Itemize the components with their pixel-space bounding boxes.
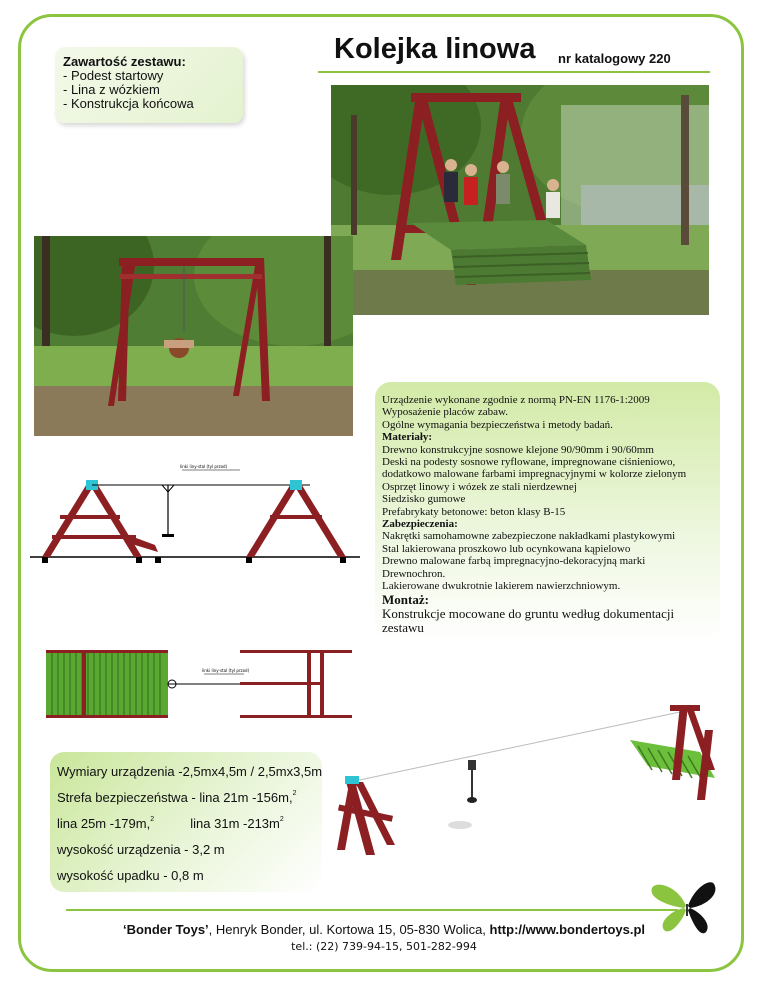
catalog-number: nr katalogowy 220: [558, 51, 671, 66]
assembly-heading: Montaż:: [382, 591, 429, 607]
materials-heading: Materiały:: [382, 431, 433, 444]
contents-item: - Lina z wózkiem: [63, 82, 160, 97]
footer-address: [0, 922, 768, 937]
material-line: Prefabrykaty betonowe: beton klasy B-15: [382, 505, 566, 518]
dimensions-line: Wymiary urządzenia -2,5mx4,5m / 2,5mx3,5m: [57, 764, 323, 779]
contents-heading: Zawartość zestawu:: [63, 54, 186, 69]
photo-start-platform: [331, 85, 709, 315]
website-link[interactable]: http://www.bondertoys.pl: [489, 922, 646, 937]
contents-item: - Konstrukcja końcowa: [63, 96, 194, 111]
contents-box: [55, 47, 243, 123]
spec-line: Urządzenie wykonane zgodnie z normą PN-EN 1176-1:2009: [382, 394, 650, 406]
cable-label: linki liny-stal (tyl przod): [180, 464, 228, 469]
superscript-2: 2: [292, 790, 297, 797]
material-line: Siedzisko gumowe: [382, 493, 466, 506]
material-line: Drewno konstrukcyjne sosnowe klejone 90/90mm i 90/60mm: [382, 443, 654, 456]
rope-25-text: lina 25m -179m: [57, 816, 147, 831]
3d-rendering: [330, 700, 740, 890]
footer-phone: tel.: (22) 739-94-15, 501-282-994: [291, 940, 477, 953]
superscript-2: 2: [279, 816, 284, 823]
dimensions-box: [50, 752, 322, 892]
page-title: Kolejka linowa: [334, 33, 536, 65]
plan-view-drawing: [44, 648, 356, 720]
security-line: Nakrętki samohamowne zabezpieczone nakładkami plastykowymi: [382, 530, 676, 543]
security-heading: Zabezpieczenia:: [382, 518, 458, 531]
photo-zipline-frame: [34, 236, 353, 436]
spec-line: Ogólne wymagania bezpieczeństwa i metody badań.: [382, 418, 613, 431]
rope-31-text: lina 31m -213m: [190, 816, 280, 831]
cable-label: linki liny-stal (tyl przod): [202, 668, 250, 673]
rope-length-line: lina 25m -179m,$^2$ lina 31m $-213m^2$: [57, 816, 284, 831]
security-line: Lakierowane dwukrotnie lakierem nawierzchniowym.: [382, 580, 621, 593]
superscript-2: 2: [150, 816, 155, 823]
security-line: Drewnochron.: [382, 567, 446, 580]
material-line: Osprzęt linowy i wózek ze stali nierdzewnej: [382, 480, 577, 493]
side-elevation-drawing: [30, 460, 360, 580]
footer-divider: [66, 909, 678, 911]
material-line: Deski na podesty sosnowe ryflowane, impregnowane ciśnieniowo,: [382, 456, 676, 469]
height-line: wysokość urządzenia - 3,2 m: [57, 842, 225, 857]
safety-zone-text: Strefa bezpieczeństwa - lina 21m -156m: [57, 790, 289, 805]
assembly-line: Konstrukcje mocowane do gruntu według dokumentacji: [382, 605, 675, 621]
company-name: ‘Bonder Toys’: [122, 922, 209, 937]
contents-item: - Podest startowy: [63, 68, 164, 83]
spec-line: Wyposażenie placów zabaw.: [382, 406, 508, 419]
title-bar: [318, 33, 710, 73]
security-line: Stal lakierowana proszkowo lub ocynkowana kąpielowo: [382, 542, 631, 555]
safety-zone-line: Strefa bezpieczeństwa - lina 21m -156m,$^2$: [57, 790, 297, 805]
material-line: dodatkowo malowane farbami impregnacyjnymi w kolorze zielonym: [382, 468, 687, 481]
specification-box: [375, 382, 720, 642]
fall-height-line: wysokość upadku - 0,8 m: [57, 868, 204, 883]
security-line: Drewno malowane farbą impregnacyjno-dekoracyjną marki: [382, 555, 646, 568]
assembly-line: zestawu: [382, 619, 424, 635]
company-address: , Henryk Bonder, ul. Kortowa 15, 05-830 Wolica,: [208, 922, 490, 937]
